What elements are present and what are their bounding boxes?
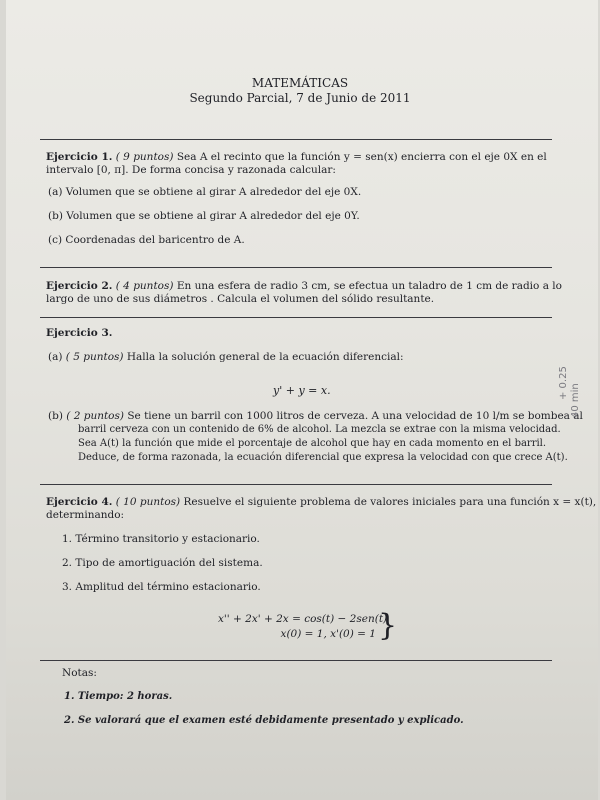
margin-note-time: 40 min <box>570 383 581 418</box>
ex3-equation: y' + y = x. <box>273 384 331 397</box>
ex2-text1: En una esfera de radio 3 cm, se efectua un taladro de 1 cm de radio a lo <box>176 280 562 292</box>
ex3-b-text3: Sea A(t) la función que mide el porcentaje de alcohol que hay en cada momento en el barril. <box>78 438 547 449</box>
ex3-b-text2: barril cerveza con un contenido de 6% de alcohol. La mezcla se extrae con la misma velocidad. <box>78 424 561 435</box>
ex4-item-2: 2. Tipo de amortiguación del sistema. <box>62 557 263 569</box>
ex1-points: ( 9 puntos) <box>115 151 174 163</box>
ex1-item-a: (a) Volumen que se obtiene al girar A alrededor del eje 0X. <box>48 186 362 198</box>
ex4-points: ( 10 puntos) <box>115 496 181 508</box>
ex3-b-label: (b) <box>48 410 63 422</box>
notes-heading: Notas: <box>62 667 97 679</box>
note-presentation: 2. Se valorará que el examen esté debidamente presentado y explicado. <box>64 715 464 726</box>
ex1-text2: intervalo [0, π]. De forma concisa y razonada calcular: <box>46 164 336 176</box>
ex2-points: ( 4 puntos) <box>115 280 174 292</box>
ex1-heading: Ejercicio 1. <box>46 151 113 163</box>
ex3-a-text: Halla la solución general de la ecuación diferencial: <box>126 351 404 363</box>
ex4-item-3: 3. Amplitud del término estacionario. <box>62 581 261 593</box>
divider <box>40 317 552 318</box>
ex2-text2: largo de uno de sus diámetros . Calcula el volumen del sólido resultante. <box>46 293 435 305</box>
ex3-heading-text: Ejercicio 3. <box>46 327 113 339</box>
ex4-text2: determinando: <box>46 509 125 521</box>
divider <box>40 484 552 485</box>
ex1-line1 <box>46 151 547 164</box>
ex4-initial-conditions: x(0) = 1, x'(0) = 1 <box>280 628 376 640</box>
divider <box>40 267 552 268</box>
ex3-a-line <box>48 351 404 364</box>
ex1-item-c: (c) Coordenadas del baricentro de A. <box>48 234 245 246</box>
exam-sheet <box>6 0 598 800</box>
ex1-item-b: (b) Volumen que se obtiene al girar A alrededor del eje 0Y. <box>48 210 360 222</box>
ex4-item-1: 1. Término transitorio y estacionario. <box>62 533 260 545</box>
ex4-equation: x'' + 2x' + 2x = cos(t) − 2sen(t) <box>218 613 388 625</box>
note-time: 1. Tiempo: 2 horas. <box>64 691 173 702</box>
ex4-text1: Resuelve el siguiente problema de valores iniciales para una función x = x(t), <box>183 496 597 508</box>
divider <box>40 139 552 140</box>
ex2-heading: Ejercicio 2. <box>46 280 113 292</box>
ex3-b-text1: Se tiene un barril con 1000 litros de cerveza. A una velocidad de 10 l/m se bombea al <box>127 410 583 422</box>
ex3-b-text4: Deduce, de forma razonada, la ecuación diferencial que expresa la velocidad con que crece A(t). <box>78 452 568 463</box>
ex3-b-points: ( 2 puntos) <box>66 410 124 422</box>
exam-title: MATEMÁTICAS <box>251 76 349 90</box>
ex2-line1 <box>46 280 562 293</box>
exam-subtitle: Segundo Parcial, 7 de Junio de 2011 <box>189 91 411 105</box>
ex3-b-line1 <box>48 410 583 423</box>
divider <box>40 660 552 661</box>
ex3-a-label: (a) <box>48 351 63 363</box>
ex4-line1 <box>46 496 596 509</box>
ex3-heading <box>46 327 112 340</box>
system-brace: } <box>378 608 398 643</box>
ex1-text1: Sea A el recinto que la función y = sen(x) encierra con el eje 0X en el <box>176 151 547 163</box>
ex3-a-points: ( 5 puntos) <box>65 351 124 363</box>
ex4-heading: Ejercicio 4. <box>46 496 113 508</box>
margin-note-score: + 0.25 <box>558 366 569 400</box>
